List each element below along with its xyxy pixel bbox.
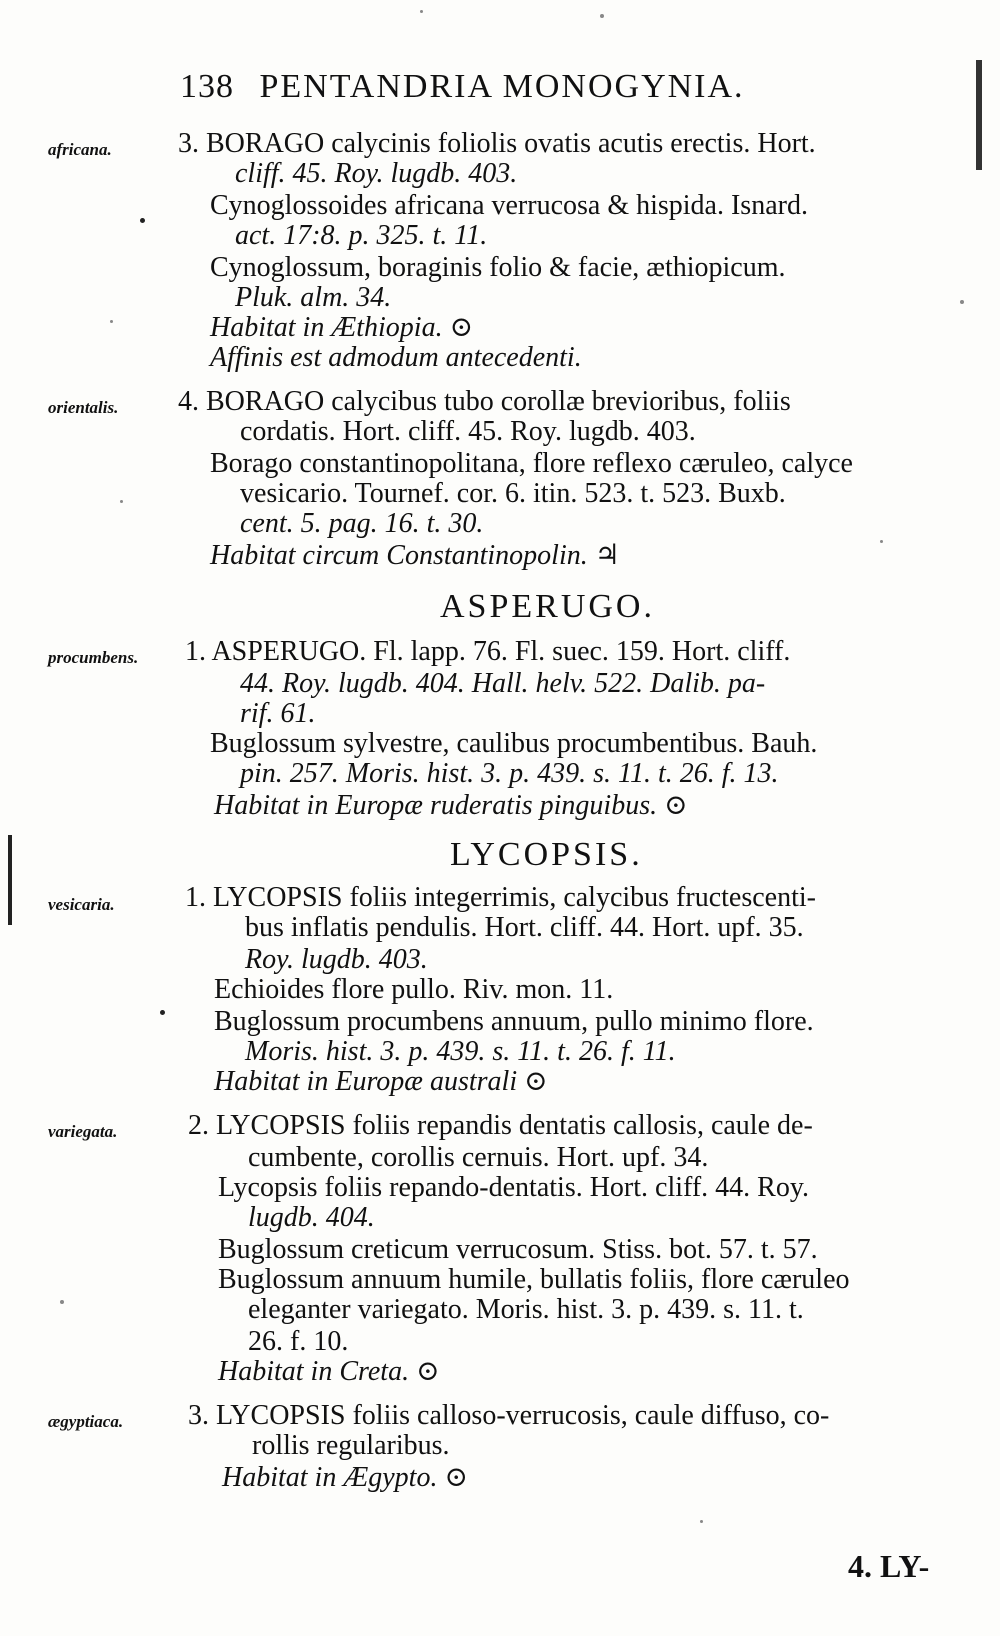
entry-line: Lycopsis foliis repando-dentatis. Hort. cliff. 44. Roy. [218, 1172, 810, 1203]
entry-line: Buglossum annuum humile, bullatis foliis, flore cæruleo [218, 1264, 850, 1295]
entry-line: Moris. hist. 3. p. 439. s. 11. t. 26. f. 11. [245, 1036, 676, 1067]
habitat-line: Habitat in Ægypto. ⊙ [222, 1462, 468, 1493]
entry-line: rollis regularibus. [252, 1430, 450, 1461]
page-header [180, 68, 900, 106]
entry-line: Buglossum sylvestre, caulibus procumbentibus. Bauh. [210, 728, 818, 759]
entry-line: Cynoglossoides africana verrucosa & hispida. Isnard. [210, 190, 808, 221]
margin-note-africana: africana. [48, 140, 112, 159]
entry-line: Buglossum procumbens annuum, pullo minimo flore. [214, 1006, 814, 1037]
page-edge-shadow [976, 60, 982, 170]
note-line: Affinis est admodum antecedenti. [210, 342, 582, 373]
habitat-line: Habitat in Creta. ⊙ [218, 1356, 440, 1387]
catchword: 4. LY- [848, 1548, 930, 1584]
entry-line: lugdb. 404. [248, 1202, 375, 1233]
entry-line: Roy. lugdb. 403. [245, 944, 428, 975]
entry-line: Borago constantinopolitana, flore reflexo cæruleo, calyce [210, 448, 853, 479]
entry-line: 4. BORAGO calycibus tubo corollæ brevioribus, foliis [178, 386, 791, 417]
paper-speck [60, 1300, 64, 1304]
entry-line: Echioides flore pullo. Riv. mon. 11. [214, 974, 614, 1005]
page-number: 138 [180, 68, 234, 105]
running-title: PENTANDRIA MONOGYNIA. [259, 68, 745, 105]
entry-line: 44. Roy. lugdb. 404. Hall. helv. 522. Dalib. pa- [240, 668, 766, 699]
entry-line: 3. BORAGO calycinis foliolis ovatis acutis erectis. Hort. [178, 128, 816, 159]
paper-speck [600, 14, 604, 18]
paper-speck [160, 1010, 165, 1015]
entry-line: eleganter variegato. Moris. hist. 3. p. 439. s. 11. t. [248, 1294, 804, 1325]
entry-line: bus inflatis pendulis. Hort. cliff. 44. Hort. upf. 35. [245, 912, 804, 943]
binding-mark [8, 835, 12, 925]
margin-note-aegyptiaca: ægyptiaca. [48, 1412, 124, 1431]
paper-speck [420, 10, 423, 13]
paper-speck [880, 540, 883, 543]
margin-note-variegata: variegata. [48, 1122, 118, 1141]
paper-speck [140, 218, 145, 223]
paper-speck [110, 320, 113, 323]
entry-line: act. 17:8. p. 325. t. 11. [235, 220, 488, 251]
entry-line: cliff. 45. Roy. lugdb. 403. [235, 158, 518, 189]
entry-line: Pluk. alm. 34. [235, 282, 392, 313]
entry-line: rif. 61. [240, 698, 316, 729]
habitat-line: Habitat circum Constantinopolin. ♃ [210, 540, 620, 571]
entry-line: 26. f. 10. [248, 1326, 349, 1357]
entry-line: cumbente, corollis cernuis. Hort. upf. 34. [248, 1142, 709, 1173]
margin-note-procumbens: procumbens. [48, 648, 139, 667]
habitat-line: Habitat in Europæ australi ⊙ [214, 1066, 548, 1097]
genus-heading-lycopsis: LYCOPSIS. [450, 836, 643, 873]
entry-line: vesicario. Tournef. cor. 6. itin. 523. t. 523. Buxb. [240, 478, 786, 509]
habitat-line: Habitat in Æthiopia. ⊙ [210, 312, 474, 343]
paper-speck [120, 500, 123, 503]
entry-line: pin. 257. Moris. hist. 3. p. 439. s. 11. t. 26. f. 13. [240, 758, 779, 789]
entry-line: 1. ASPERUGO. Fl. lapp. 76. Fl. suec. 159. Hort. cliff. [185, 636, 791, 667]
entry-line: 2. LYCOPSIS foliis repandis dentatis callosis, caule de- [188, 1110, 813, 1141]
paper-speck [700, 1520, 703, 1523]
entry-line: cent. 5. pag. 16. t. 30. [240, 508, 484, 539]
entry-line: cordatis. Hort. cliff. 45. Roy. lugdb. 403. [240, 416, 696, 447]
paper-speck [960, 300, 964, 304]
margin-note-vesicaria: vesicaria. [48, 895, 115, 914]
entry-line: 3. LYCOPSIS foliis calloso-verrucosis, caule diffuso, co- [188, 1400, 830, 1431]
habitat-line: Habitat in Europæ ruderatis pinguibus. ⊙ [214, 790, 688, 821]
entry-line: Cynoglossum, boraginis folio & facie, æthiopicum. [210, 252, 786, 283]
entry-line: 1. LYCOPSIS foliis integerrimis, calycibus fructescenti- [185, 882, 816, 913]
genus-heading-asperugo: ASPERUGO. [440, 588, 655, 625]
margin-note-orientalis: orientalis. [48, 398, 119, 417]
entry-line: Buglossum creticum verrucosum. Stiss. bot. 57. t. 57. [218, 1234, 818, 1265]
